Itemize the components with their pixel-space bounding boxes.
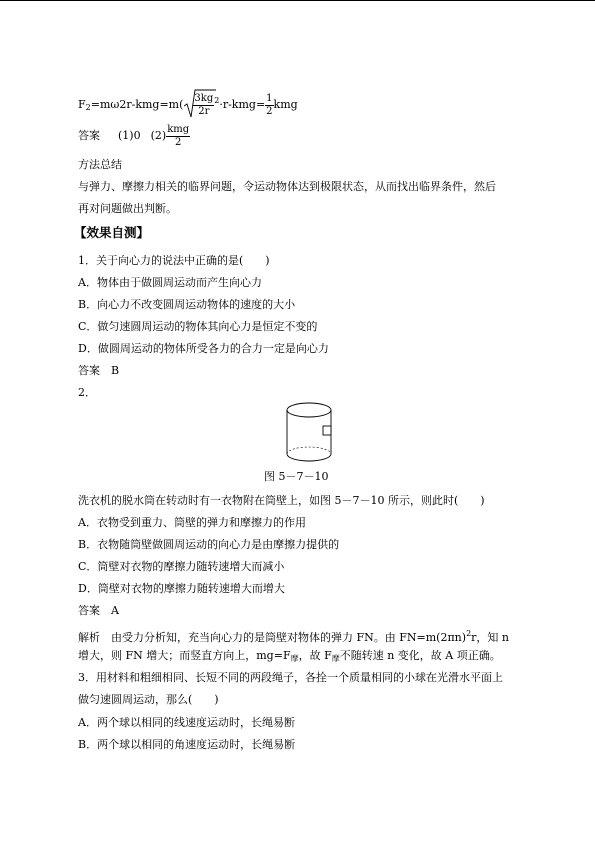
half-numerator: 1 <box>266 92 273 104</box>
q2-option-c: C．筒壁对衣物的摩擦力随转速增大而减小 <box>78 560 285 573</box>
answer-part1: (1)0 <box>118 129 141 142</box>
formula-line <box>78 87 298 122</box>
q3-stem-line1: 3．用材料和粗细相同、长短不同的两段绳子，各拴一个质量相同的小球在光滑水平面上 <box>78 671 503 684</box>
q2-option-a: A．衣物受到重力、筒壁的弹力和摩擦力的作用 <box>78 516 306 529</box>
washing-drum-figure <box>284 400 338 466</box>
formula-part3: kmg <box>273 98 298 111</box>
q2-stem: 洗衣机的脱水筒在转动时有一衣物附在筒壁上，如图 5－7－10 所示，则此时( ) <box>78 494 485 507</box>
q3-option-a: A．两个球以相同的线速度运动时，长绳易断 <box>78 716 295 729</box>
q3-option-b: B．两个球以相同的角速度运动时，长绳易断 <box>78 738 296 751</box>
analysis-text-b: r，知 n <box>471 631 509 644</box>
formula-part1: =mω2r-kmg=m( <box>90 98 184 111</box>
answer-denominator: 2 <box>174 136 182 148</box>
formula-part2: ·r-kmg= <box>219 98 266 111</box>
analysis2-text-a: 增大，则 FN 增大；而竖直方向上，mg=F <box>78 649 291 662</box>
q1-option-d: D．做圆周运动的物体所受各力的合力一定是向心力 <box>78 342 329 355</box>
q2-option-b: B．衣物随筒壁做圆周运动的向心力是由摩擦力提供的 <box>78 538 340 551</box>
q2-number: 2． <box>78 386 96 399</box>
figure-caption: 图 5－7－10 <box>264 470 329 483</box>
q2-answer: 答案 A <box>78 604 119 617</box>
q2-analysis-line1 <box>78 627 509 645</box>
half-denominator: 2 <box>266 105 273 117</box>
analysis2-sub1: 摩 <box>290 654 299 663</box>
q1-answer: 答案 B <box>78 364 120 377</box>
section-heading: 【效果自测】 <box>74 225 150 240</box>
sqrt-denominator: 2r <box>198 105 210 117</box>
top-rule <box>0 0 595 1</box>
q1-option-c: C．做匀速圆周运动的物体其向心力是恒定不变的 <box>78 320 318 333</box>
method-line1: 与弹力、摩擦力相关的临界问题，令运动物体达到极限状态，从而找出临界条件，然后 <box>78 180 496 193</box>
method-title: 方法总结 <box>78 158 122 171</box>
analysis2-text-c: 不随转速 n 变化，故 A 项正确。 <box>339 649 501 662</box>
analysis-sup: 2 <box>466 629 472 638</box>
sqrt-expression <box>193 91 214 119</box>
answer-numerator: kmg <box>167 123 190 135</box>
formula-lhs-sub: 2 <box>85 103 91 112</box>
answer-line <box>78 122 190 150</box>
half-fraction <box>265 93 273 118</box>
formula-lhs: F <box>78 98 86 111</box>
method-line2: 再对问题做出判断。 <box>78 202 177 215</box>
analysis2-sub2: 摩 <box>331 654 340 663</box>
answer-part2: (2) <box>150 129 167 142</box>
q1-option-a: A．物体由于做圆周运动而产生向心力 <box>78 276 262 289</box>
q1-stem: 1．关于向心力的说法中正确的是( ) <box>78 254 270 267</box>
answer-fraction <box>166 124 190 149</box>
formula-square: 2 <box>214 96 220 105</box>
analysis-text-a: 解析 由受力分析知，充当向心力的是筒壁对物体的弹力 FN。由 FN=m(2πn) <box>78 631 467 644</box>
answer-label: 答案 <box>78 129 100 142</box>
q2-option-d: D．筒壁对衣物的摩擦力随转速增大而增大 <box>78 582 285 595</box>
q3-stem-line2: 做匀速圆周运动，那么( ) <box>78 693 219 706</box>
analysis2-text-b: ，故 F <box>298 649 332 662</box>
sqrt-numerator: 3kg <box>194 92 214 104</box>
q2-analysis-line2 <box>78 649 501 666</box>
q1-option-b: B．向心力不改变圆周运动物体的速度的大小 <box>78 298 296 311</box>
